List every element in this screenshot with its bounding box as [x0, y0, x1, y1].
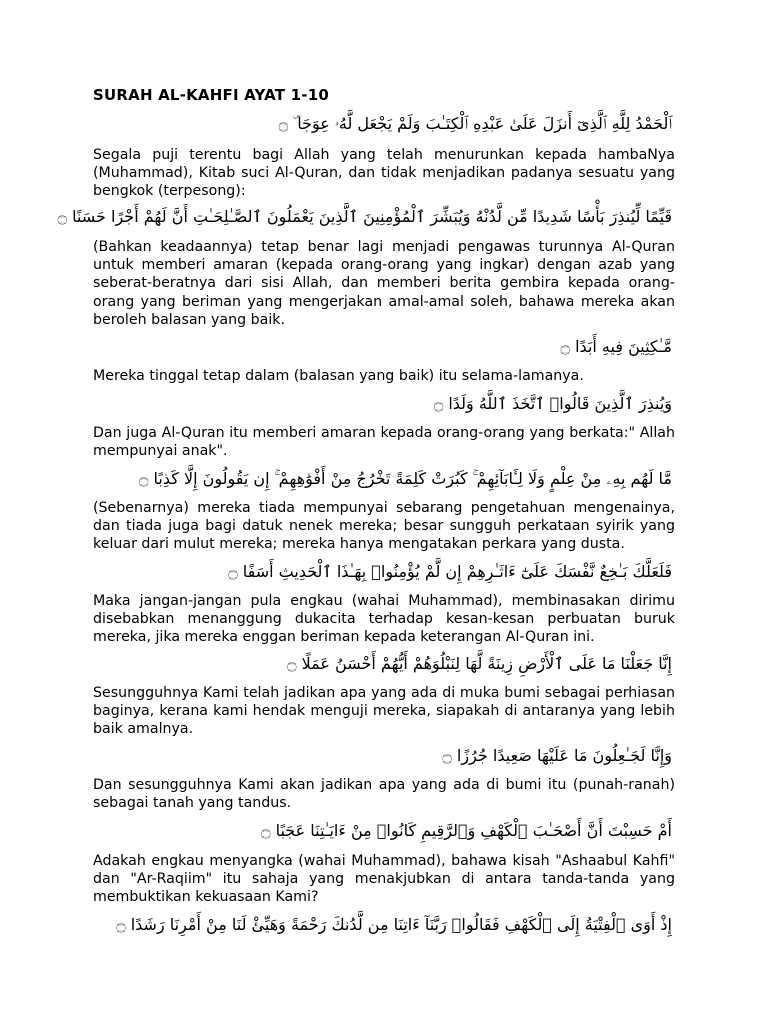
- arabic-verse-8: وَإِنَّا لَجَـٰعِلُونَ مَا عَلَيْهَا صَعِيدًا جُرُزًا ۝: [442, 746, 672, 765]
- translation-verse-9: Adakah engkau menyangka (wahai Muhammad), bahawa kisah "Ashaabul Kahfi" dan "Ar-Raqiim" itu sahaja yang menakjubkan di antara tanda-tanda yang membuktikan kekuasaan Kami?: [93, 853, 675, 906]
- arabic-verse-2: قَيِّمًا لِّيُنذِرَ بَأْسًا شَدِيدًا مِّن لَّدُنْهُ وَيُبَشِّرَ ٱلْمُؤْمِنِينَ ٱلَّذِينَ يَعْمَلُونَ ٱلصَّـٰلِحَـٰتِ أَنَّ لَهُمْ أَجْرًا حَسَنًا ۝: [57, 207, 672, 226]
- arabic-verse-10: إِذْ أَوَى ٱلْفِتْيَةُ إِلَى ٱلْكَهْفِ فَقَالُوا۟ رَبَّنَآ ءَاتِنَا مِن لَّدُنكَ رَحْمَةً وَهَيِّئْ لَنَا مِنْ أَمْرِنَا رَشَدًا ۝: [116, 915, 672, 934]
- arabic-verse-6: فَلَعَلَّكَ بَـٰخِعٌ نَّفْسَكَ عَلَىٰٓ ءَاثَـٰرِهِمْ إِن لَّمْ يُؤْمِنُوا۟ بِهَـٰذَا ٱلْحَدِيثِ أَسَفًا ۝: [228, 562, 672, 581]
- arabic-verse-3: مَّـٰكِثِينَ فِيهِ أَبَدًا ۝: [560, 337, 672, 356]
- translation-verse-8: Dan sesungguhnya Kami akan jadikan apa yang ada di bumi itu (punah-ranah) sebagai tanah yang tandus.: [93, 777, 675, 812]
- translation-verse-7: Sesungguhnya Kami telah jadikan apa yang ada di muka bumi sebagai perhiasan baginya, kerana kami hendak menguji mereka, siapakah di antaranya yang lebih baik amalnya.: [93, 685, 675, 738]
- translation-verse-1: Segala puji terentu bagi Allah yang telah menurunkan kepada hambaNya (Muhammad), Kitab suci Al-Quran, dan tidak menjadikan padanya sesuatu yang bengkok (terpesong):: [93, 147, 675, 200]
- arabic-verse-4: وَيُنذِرَ ٱلَّذِينَ قَالُوا۟ ٱتَّخَذَ ٱللَّهُ وَلَدًا ۝: [433, 394, 672, 413]
- translation-verse-4: Dan juga Al-Quran itu memberi amaran kepada orang-orang yang berkata:" Allah mempunyai anak".: [93, 425, 675, 460]
- arabic-verse-7: إِنَّا جَعَلْنَا مَا عَلَى ٱلْأَرْضِ زِينَةً لَّهَا لِنَبْلُوَهُمْ أَيُّهُمْ أَحْسَنُ عَمَلًا ۝: [287, 654, 672, 673]
- arabic-verse-9: أَمْ حَسِبْتَ أَنَّ أَصْحَـٰبَ ٱلْكَهْفِ وَٱلرَّقِيمِ كَانُوا۟ مِنْ ءَايَـٰتِنَا عَجَبًا ۝: [261, 821, 672, 840]
- translation-verse-5: (Sebenarnya) mereka tiada mempunyai sebarang pengetahuan mengenainya, dan tiada juga bagi datuk nenek mereka; besar sungguh perkataan syirik yang keluar dari mulut mereka; mereka hanya mengatakan perkara yang dusta.: [93, 500, 675, 553]
- translation-verse-2: (Bahkan keadaannya) tetap benar lagi menjadi pengawas turunnya Al-Quran untuk memberi amaran (kepada orang-orang yang ingkar) dengan azab yang seberat-beratnya dari sisi Allah, dan memberi berita gembira kepada orang-orang yang beriman yang mengerjakan amal-amal soleh, bahawa mereka akan beroleh balasan yang baik.: [93, 239, 675, 328]
- translation-verse-3: Mereka tinggal tetap dalam (balasan yang baik) itu selama-lamanya.: [93, 368, 584, 384]
- translation-verse-6: Maka jangan-jangan pula engkau (wahai Muhammad), membinasakan dirimu disebabkan menanggung dukacita terhadap kesan-kesan perbuatan buruk mereka, jika mereka enggan beriman kepada keterangan Al-Quran ini.: [93, 593, 675, 646]
- page-title: SURAH AL-KAHFI AYAT 1-10: [93, 86, 329, 104]
- arabic-verse-5: مَّا لَهُم بِهِۦ مِنْ عِلْمٍ وَلَا لِـَٔابَآئِهِمْ ۚ كَبُرَتْ كَلِمَةً تَخْرُجُ مِنْ أَفْوَٰهِهِمْ ۚ إِن يَقُولُونَ إِلَّا كَذِبًا ۝: [139, 469, 672, 488]
- arabic-verse-1: ٱلْحَمْدُ لِلَّهِ ٱلَّذِىٓ أَنزَلَ عَلَىٰ عَبْدِهِ ٱلْكِتَـٰبَ وَلَمْ يَجْعَل لَّهُۥ عِوَجَا ۜ ۝: [278, 114, 672, 133]
